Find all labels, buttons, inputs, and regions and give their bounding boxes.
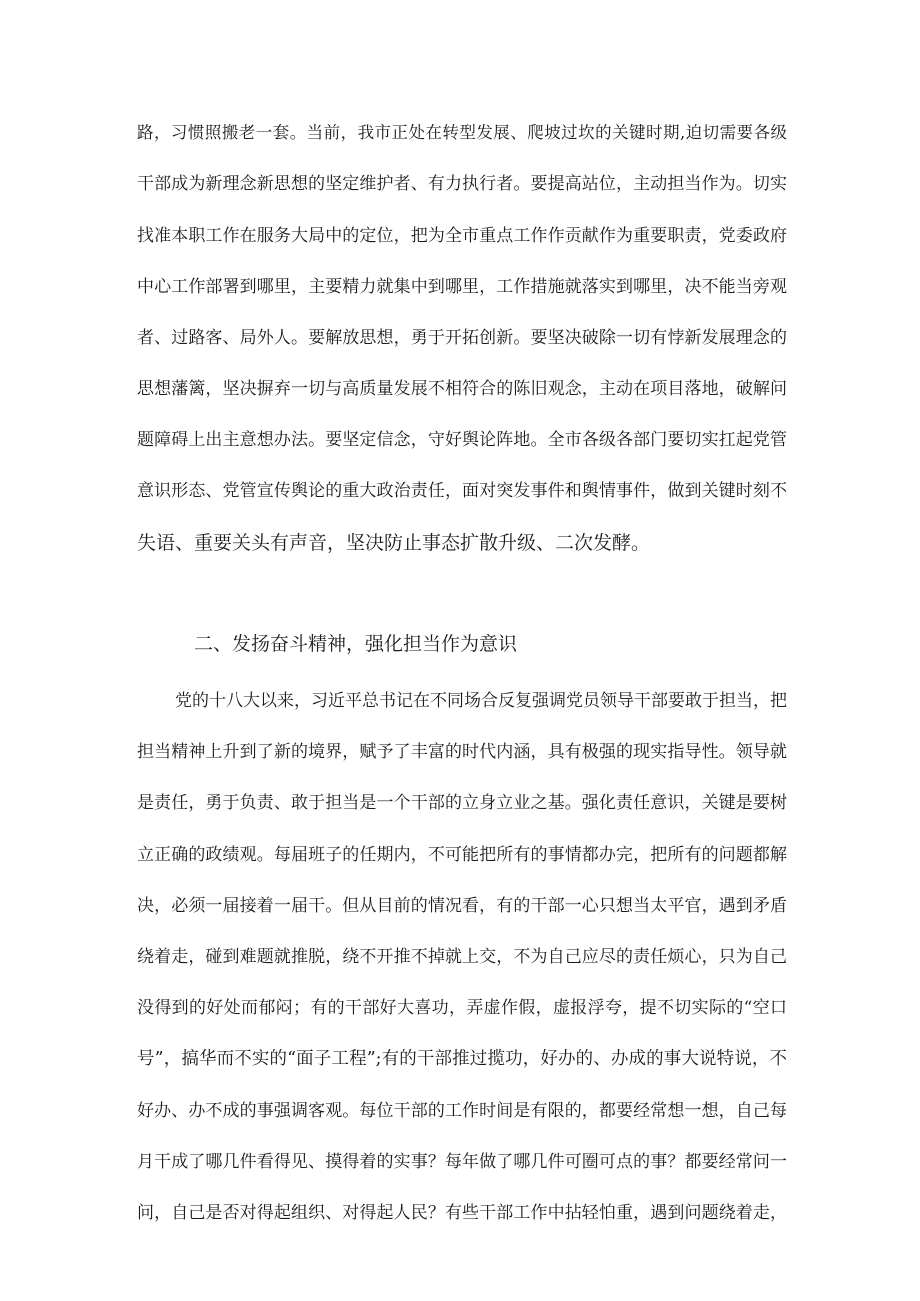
text-line: 题障碍上出主意想办法。要坚定信念，守好舆论阵地。全市各级各部门要切实扛起党管: [137, 430, 787, 450]
text-line: 失语、重要关头有声音，坚决防止事态扩散升级、二次发酵。: [137, 532, 651, 554]
text-line: 立正确的政绩观。每届班子的任期内，不可能把所有的事情都办完，把所有的问题都解: [137, 845, 787, 865]
text-line: 路，习惯照搬老一套。当前，我市正处在转型发展、爬坡过坎的关键时期,迫切需要各级: [137, 123, 787, 142]
text-line: 号”，搞华而不实的“面子工程”;有的干部推过揽功，好办的、办成的事大说特说，不: [137, 1049, 787, 1069]
text-line: 是责任，勇于负责、敢于担当是一个干部的立身立业之基。强化责任意识，关键是要树: [137, 793, 787, 813]
text-line: 思想藩篱，坚决摒弃一切与高质量发展不相符合的陈旧观念，主动在项目落地，破解问: [137, 379, 787, 399]
text-line: 党的十八大以来，习近平总书记在不同场合反复强调党员领导干部要敢于担当，把: [175, 691, 787, 711]
text-line: 找准本职工作在服务大局中的定位，把为全市重点工作作贡献作为重要职责，党委政府: [137, 226, 787, 246]
text-line: 担当精神上升到了新的境界，赋予了丰富的时代内涵，具有极强的现实指导性。领导就: [137, 742, 787, 762]
text-line: 绕着走，碰到难题就推脱，绕不开推不掉就上交，不为自己应尽的责任烦心，只为自己: [137, 947, 787, 967]
text-line: 月干成了哪几件看得见、摸得着的实事？每年做了哪几件可圈可点的事？都要经常问一: [137, 1152, 787, 1172]
text-line: 没得到的好处而郁闷；有的干部好大喜功，弄虚作假，虚报浮夸，提不切实际的“空口: [137, 998, 787, 1018]
text-line: 中心工作部署到哪里，主要精力就集中到哪里，工作措施就落实到哪里，决不能当旁观: [137, 277, 787, 297]
text-line: 意识形态、党管宣传舆论的重大政治责任，面对突发事件和舆情事件，做到关键时刻不: [137, 481, 787, 501]
section-heading: 二、发扬奋斗精神，强化担当作为意识: [194, 633, 518, 655]
text-line: 干部成为新理念新思想的坚定维护者、有力执行者。要提高站位，主动担当作为。切实: [137, 174, 787, 194]
text-line: 者、过路客、局外人。要解放思想，勇于开拓创新。要坚决破除一切有悖新发展理念的: [137, 328, 787, 348]
text-line: 好办、办不成的事强调客观。每位干部的工作时间是有限的，都要经常想一想，自己每: [137, 1101, 787, 1121]
text-line: 决，必须一届接着一届干。但从目前的情况看，有的干部一心只想当太平官，遇到矛盾: [137, 896, 787, 916]
text-line: 问，自己是否对得起组织、对得起人民？有些干部工作中拈轻怕重，遇到问题绕着走，: [137, 1203, 787, 1223]
